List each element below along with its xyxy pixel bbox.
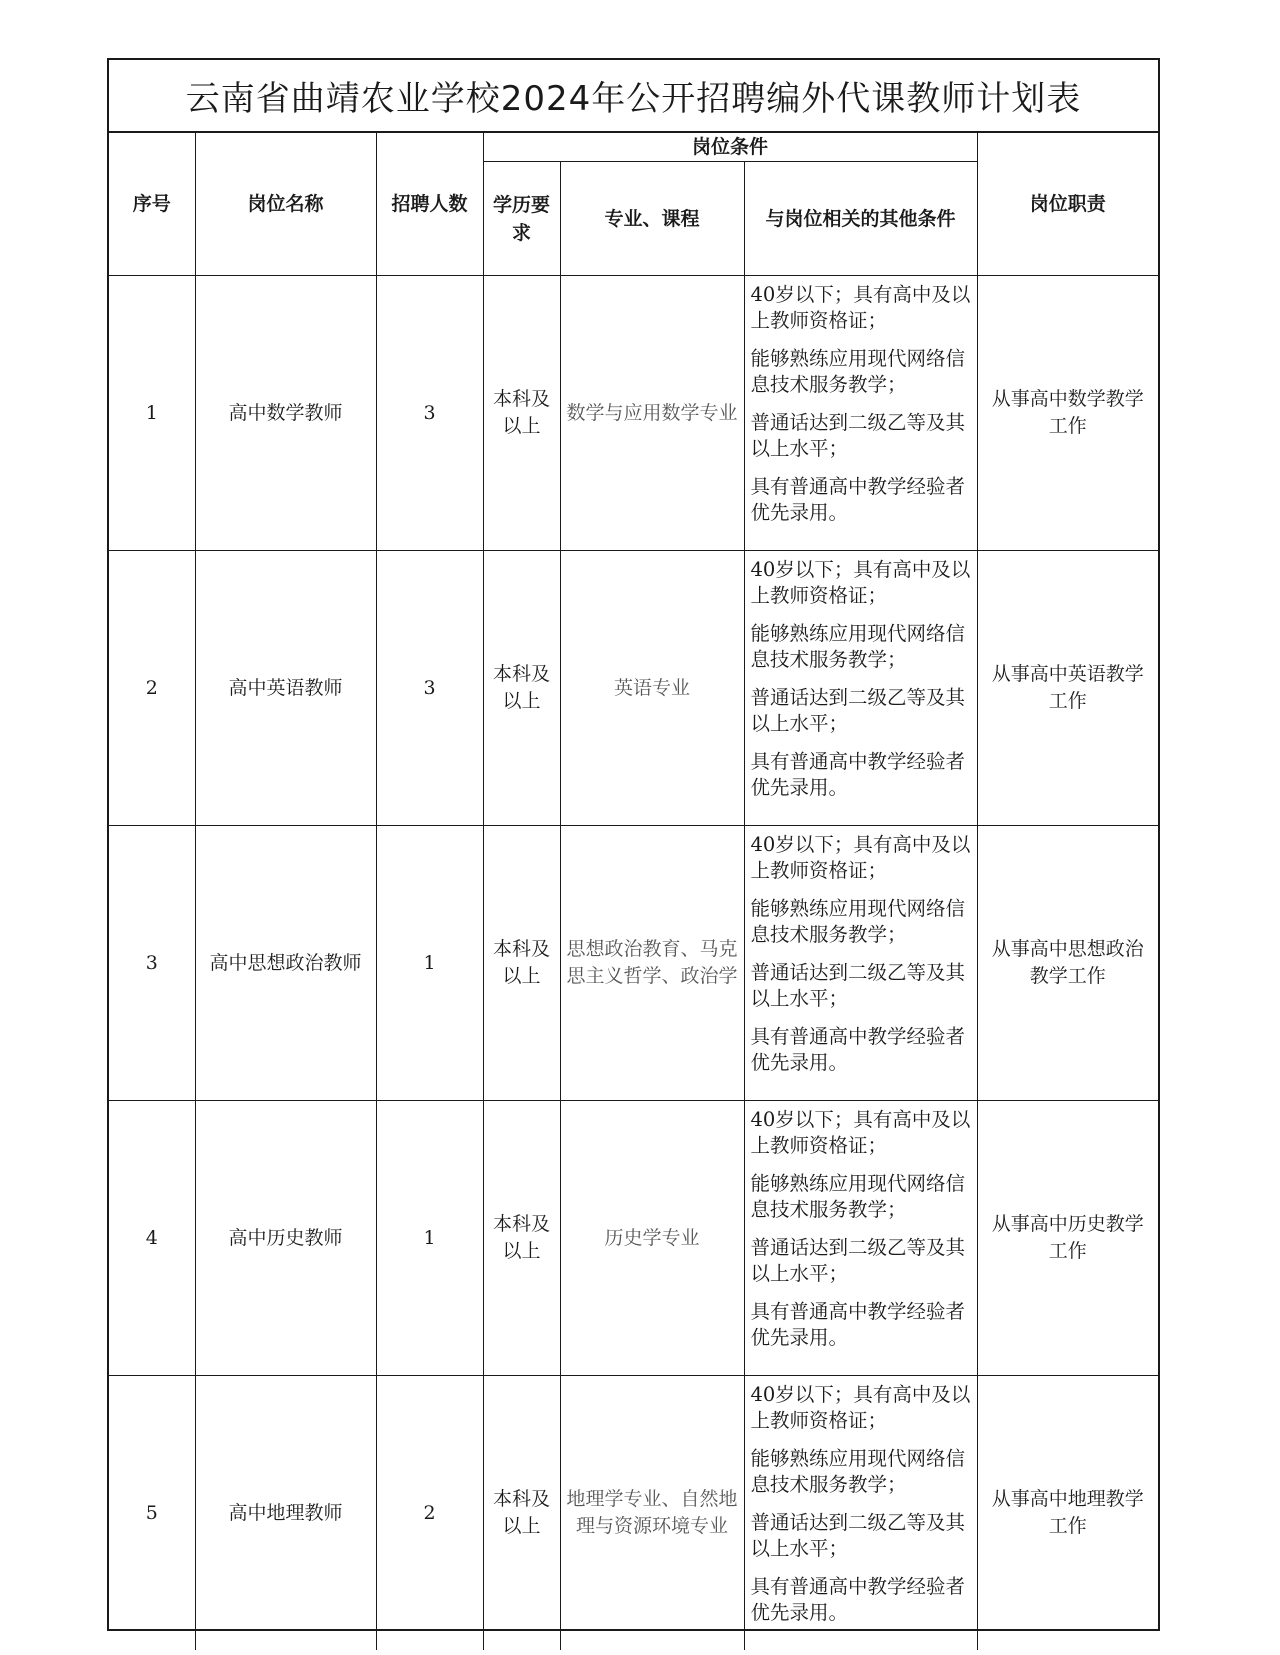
row-index: 4	[109, 1101, 195, 1376]
condition-item: 普通话达到二级乙等及其以上水平；	[750, 961, 966, 1010]
row-position: 高中英语教师	[195, 551, 376, 826]
table-body	[109, 276, 1158, 1651]
row-position: 高中地理教师	[195, 1376, 376, 1651]
row-duty: 从事高中地理教学工作	[977, 1376, 1158, 1651]
row-major: 思想政治教育、马克思主义哲学、政治学	[560, 826, 744, 1101]
row-count: 1	[376, 826, 483, 1101]
recruitment-plan-sheet	[107, 58, 1160, 1631]
row-count: 3	[376, 551, 483, 826]
row-major: 地理学专业、自然地理与资源环境专业	[560, 1376, 744, 1651]
document-title: 云南省曲靖农业学校2024年公开招聘编外代课教师计划表	[109, 60, 1158, 133]
header-major: 专业、课程	[560, 162, 744, 276]
condition-item: 40岁以下；具有高中及以上教师资格证；	[750, 1383, 971, 1432]
table-header	[109, 133, 1158, 276]
row-count: 3	[376, 276, 483, 551]
row-position: 高中思想政治教师	[195, 826, 376, 1101]
row-conditions	[744, 826, 977, 1101]
condition-item: 40岁以下；具有高中及以上教师资格证；	[750, 1108, 971, 1157]
condition-item: 能够熟练应用现代网络信息技术服务教学；	[750, 897, 966, 946]
condition-item: 具有普通高中教学经验者优先录用。	[750, 1575, 966, 1624]
condition-item: 具有普通高中教学经验者优先录用。	[750, 1025, 966, 1074]
row-major: 英语专业	[560, 551, 744, 826]
row-index: 2	[109, 551, 195, 826]
condition-item: 能够熟练应用现代网络信息技术服务教学；	[750, 1172, 966, 1221]
header-count: 招聘人数	[376, 133, 483, 276]
row-conditions	[744, 1101, 977, 1376]
row-index: 5	[109, 1376, 195, 1651]
row-education: 本科及以上	[483, 1376, 560, 1651]
condition-item: 能够熟练应用现代网络信息技术服务教学；	[750, 347, 966, 396]
condition-item: 普通话达到二级乙等及其以上水平；	[750, 411, 966, 460]
row-education: 本科及以上	[483, 276, 560, 551]
row-duty: 从事高中历史教学工作	[977, 1101, 1158, 1376]
condition-item: 具有普通高中教学经验者优先录用。	[750, 1300, 966, 1349]
row-major: 历史学专业	[560, 1101, 744, 1376]
row-index: 3	[109, 826, 195, 1101]
row-conditions	[744, 551, 977, 826]
condition-item: 40岁以下；具有高中及以上教师资格证；	[750, 833, 971, 882]
condition-item: 40岁以下；具有高中及以上教师资格证；	[750, 558, 971, 607]
header-other-conditions: 与岗位相关的其他条件	[744, 162, 977, 276]
table-row	[109, 1376, 1158, 1651]
condition-item: 能够熟练应用现代网络信息技术服务教学；	[750, 1447, 966, 1496]
condition-item: 能够熟练应用现代网络信息技术服务教学；	[750, 622, 966, 671]
header-position: 岗位名称	[195, 133, 376, 276]
row-duty: 从事高中英语教学工作	[977, 551, 1158, 826]
header-education: 学历要求	[483, 162, 560, 276]
row-conditions	[744, 1376, 977, 1651]
condition-item: 40岁以下；具有高中及以上教师资格证；	[750, 283, 971, 332]
row-count: 1	[376, 1101, 483, 1376]
row-count: 2	[376, 1376, 483, 1651]
header-index: 序号	[109, 133, 195, 276]
row-duty: 从事高中思想政治教学工作	[977, 826, 1158, 1101]
row-position: 高中数学教师	[195, 276, 376, 551]
row-major: 数学与应用数学专业	[560, 276, 744, 551]
row-index: 1	[109, 276, 195, 551]
condition-item: 具有普通高中教学经验者优先录用。	[750, 475, 966, 524]
table-row	[109, 276, 1158, 551]
row-duty: 从事高中数学教学工作	[977, 276, 1158, 551]
row-education: 本科及以上	[483, 551, 560, 826]
condition-item: 普通话达到二级乙等及其以上水平；	[750, 1236, 966, 1285]
row-education: 本科及以上	[483, 1101, 560, 1376]
condition-item: 普通话达到二级乙等及其以上水平；	[750, 1511, 966, 1560]
header-conditions-group: 岗位条件	[483, 133, 977, 162]
condition-item: 普通话达到二级乙等及其以上水平；	[750, 686, 966, 735]
row-education: 本科及以上	[483, 826, 560, 1101]
table-row	[109, 1101, 1158, 1376]
header-duty: 岗位职责	[977, 133, 1158, 276]
recruitment-table	[109, 133, 1158, 1650]
condition-item: 具有普通高中教学经验者优先录用。	[750, 750, 966, 799]
table-row	[109, 551, 1158, 826]
row-conditions	[744, 276, 977, 551]
table-row	[109, 826, 1158, 1101]
row-position: 高中历史教师	[195, 1101, 376, 1376]
